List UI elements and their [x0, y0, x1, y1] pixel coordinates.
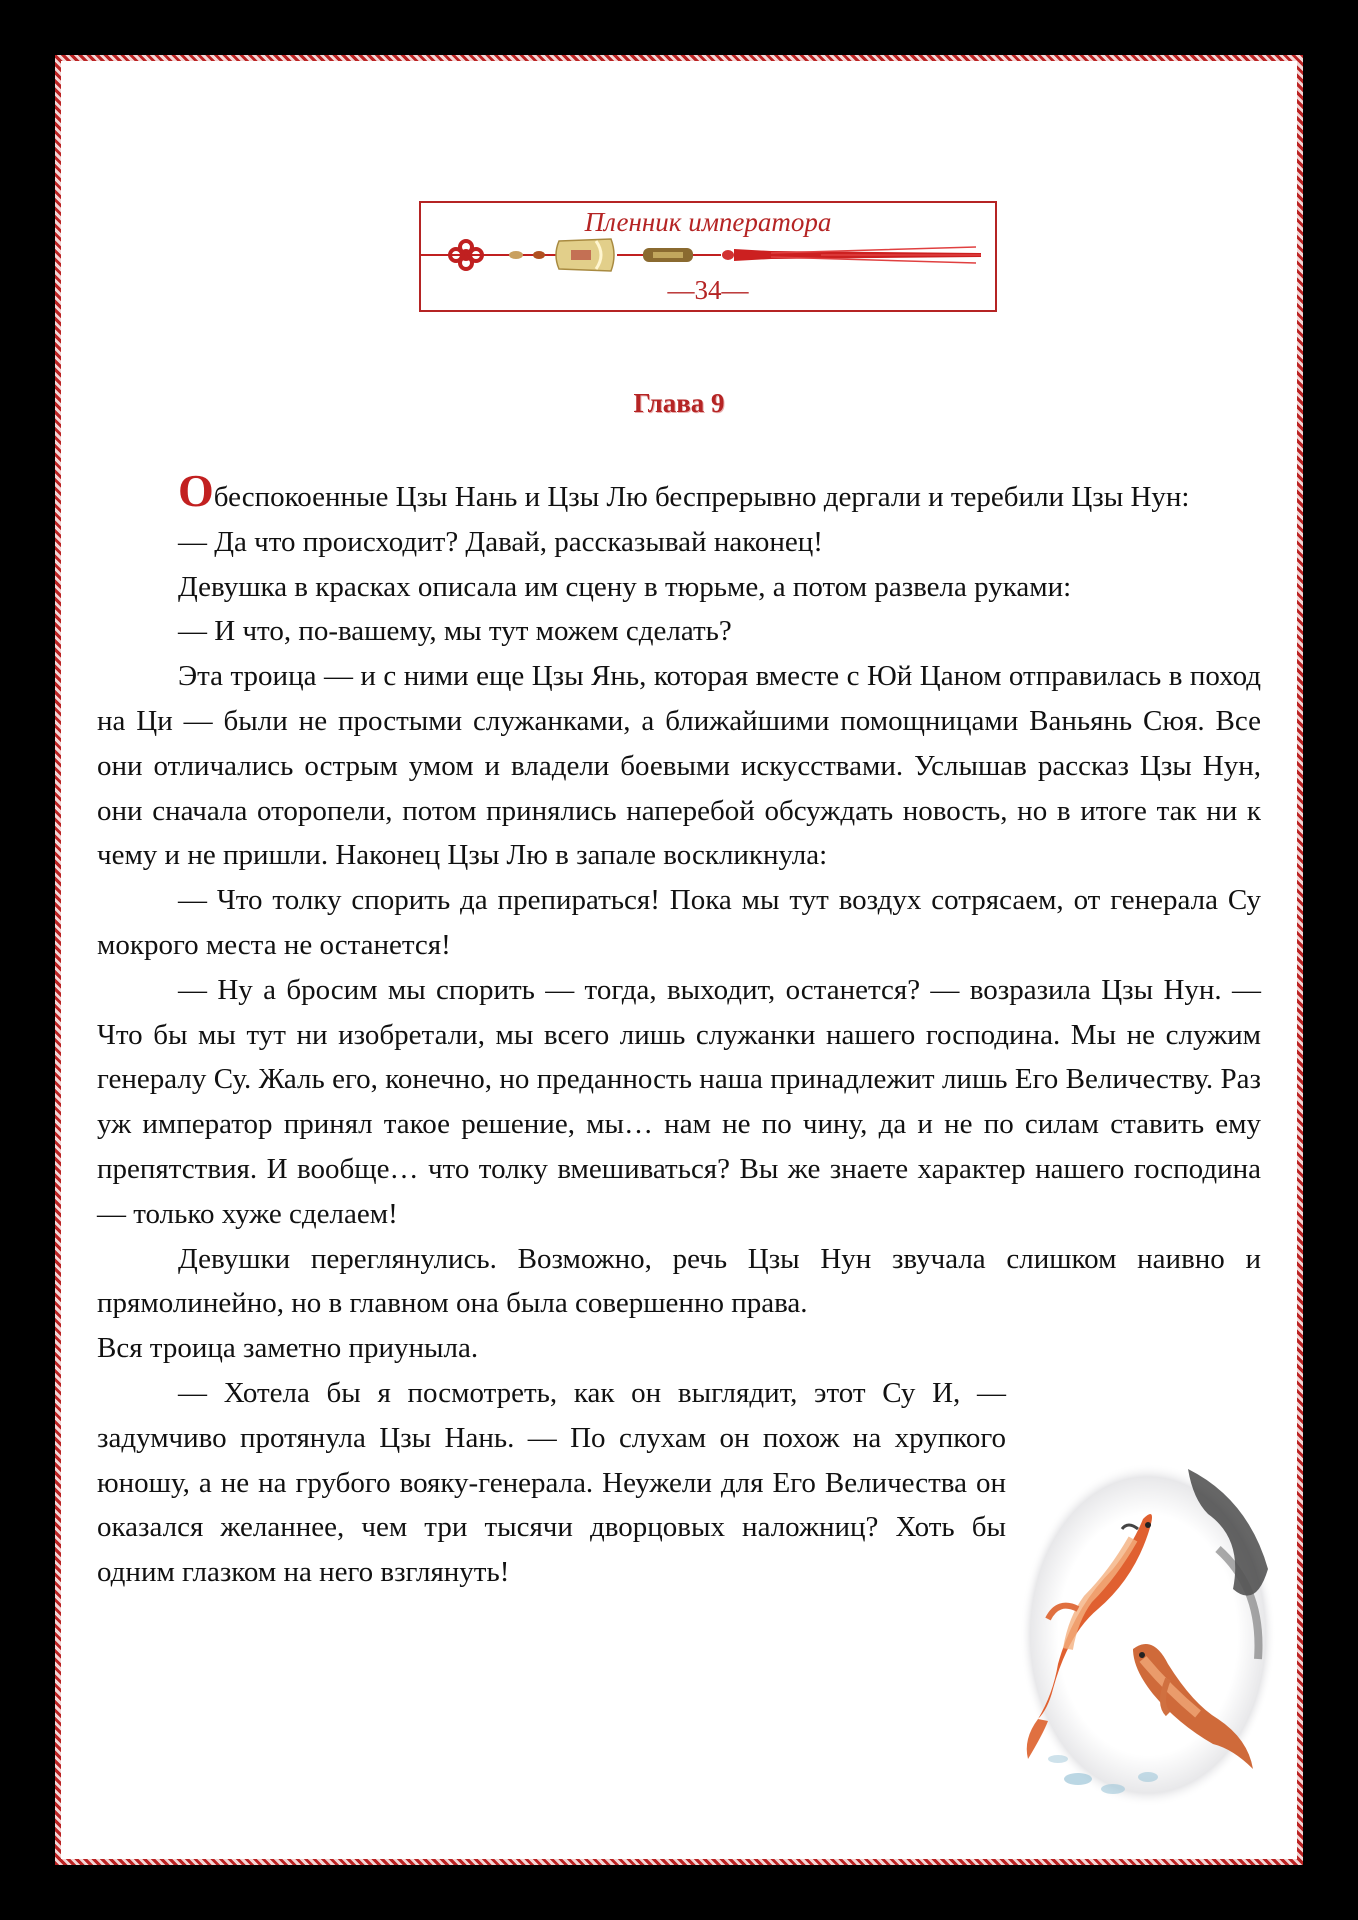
- paragraph: — Ну а бросим мы спорить — тогда, выходит, останется? — возразила Цзы Нун. — Что бы мы тут ни изобретали, мы всего лишь служанки нашего господина. Мы не служим генералу Су. Жаль его, конечно, но преданность наша принадлежит лишь Его Величеству. Раз уж император принял такое решение, мы… нам не по чину, да и не по силам ставить ему препятствия. И вообще… что толку вмешиваться? Вы же знаете характер нашего господина — только хуже сделаем!: [97, 973, 1261, 1230]
- book-page: [55, 55, 1303, 1865]
- book-title: Пленник императора: [584, 207, 832, 237]
- paragraph-text: беспокоенные Цзы Нань и Цзы Лю беспрерывно дергали и теребили Цзы Нун:: [213, 481, 1190, 513]
- body-text: [97, 465, 1261, 1595]
- drop-cap: О: [178, 465, 214, 516]
- paragraph: Эта троица — и с ними еще Цзы Янь, которая вместе с Юй Цаном отправилась в поход на Ци — были не простыми служанками, а ближайшими помощницами Ваньянь Сюя. Все они отличались острым умом и владели боевыми искусствами. Услышав рассказ Цзы Нун, они сначала оторопели, потом принялись наперебой обсуждать новость, но в итоге так ни к чему и не пришли. Наконец Цзы Лю в запале воскликнула:: [97, 660, 1261, 872]
- koi-fish-illustration: [1018, 1459, 1278, 1811]
- chapter-title: Глава 9: [633, 388, 725, 418]
- paragraph: — Хотела бы я посмотреть, как он выглядит, этот Су И, — задумчиво протянула Цзы Нань. — По слухам он похож на хрупкого юношу, а не на грубого вояку-генерала. Неужели для Его Величества он оказался желаннее, чем три тысячи дворцовых наложниц? Хоть бы одним глазком на него взглянуть!: [97, 1376, 1006, 1589]
- paragraph: Вся троица заметно приуныла.: [97, 1332, 479, 1365]
- paragraph: Девушка в красках описала им сцену в тюрьме, а потом развела руками:: [178, 570, 1072, 603]
- running-header: [419, 201, 997, 312]
- page-number: —34—: [667, 275, 749, 305]
- tassel-ornament-icon: [421, 233, 995, 277]
- paragraph: [97, 465, 1261, 520]
- paragraph: Девушки переглянулись. Возможно, речь Цзы Нун звучала слишком наивно и прямолинейно, но в главном она была совершенно права.: [97, 1242, 1261, 1320]
- paragraph: — Что толку спорить да препираться! Пока мы тут воздух сотрясаем, от генерала Су мокрого места не останется!: [97, 884, 1261, 961]
- paragraph: — И что, по-вашему, мы тут можем сделать?: [178, 615, 732, 648]
- paragraph: — Да что происходит? Давай, рассказывай наконец!: [178, 525, 823, 558]
